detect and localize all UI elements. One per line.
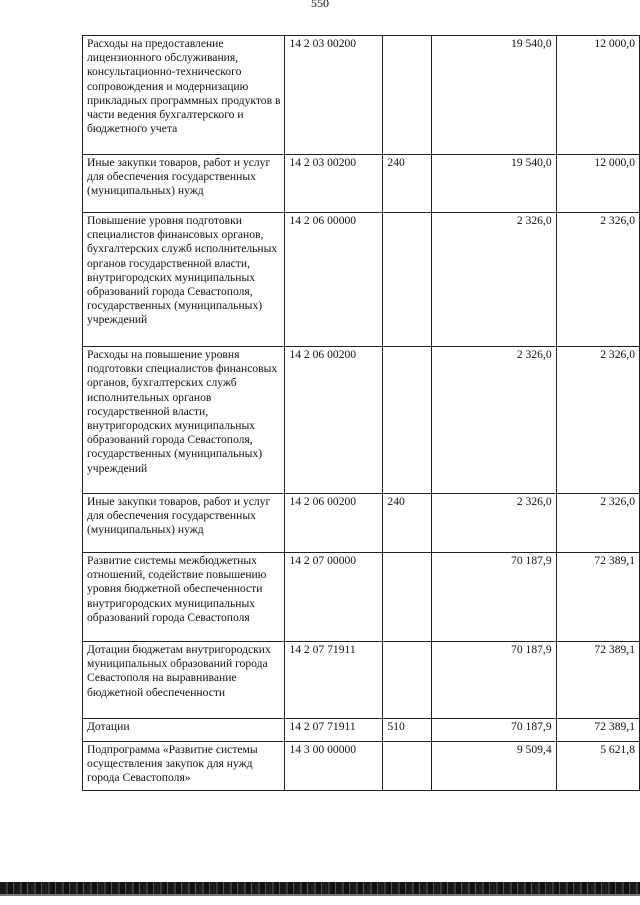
row-name: Расходы на предоставление лицензионного обслуживания, консультационно-технического сопровождения и модернизацию прикладных программных продуктов в части ведения бухгалтерского и бюджетного учета	[83, 36, 285, 155]
table-row	[83, 213, 640, 347]
row-name: Развитие системы межбюджетных отношений, содействие повышению уровня бюджетной обеспеченности внутригородских муниципальных образований города Севастополя	[83, 553, 285, 642]
row-amount-year1: 19 540,0	[431, 155, 556, 213]
row-name: Подпрограмма «Развитие системы осуществления закупок для нужд города Севастополя»	[83, 742, 285, 791]
table-row	[83, 36, 640, 155]
row-amount-year2: 12 000,0	[556, 155, 639, 213]
row-code: 14 2 03 00200	[285, 36, 383, 155]
row-expense-type: 240	[383, 155, 431, 213]
row-name: Иные закупки товаров, работ и услуг для обеспечения государственных (муниципальных) нужд	[83, 494, 285, 553]
row-amount-year1: 2 326,0	[431, 213, 556, 347]
row-code: 14 2 07 00000	[285, 553, 383, 642]
table-row	[83, 553, 640, 642]
row-code: 14 2 06 00200	[285, 494, 383, 553]
table-row	[83, 347, 640, 494]
table-row	[83, 742, 640, 791]
row-code: 14 2 06 00200	[285, 347, 383, 494]
row-amount-year1: 70 187,9	[431, 642, 556, 719]
row-expense-type	[383, 213, 431, 347]
row-name: Повышение уровня подготовки специалистов финансовых органов, бухгалтерских служб исполнительных органов государственной власти, внутригородских муниципальных образований города Севастополя, государственных (муниципальных) учреждений	[83, 213, 285, 347]
row-amount-year1: 2 326,0	[431, 347, 556, 494]
row-code: 14 2 07 71911	[285, 642, 383, 719]
row-amount-year2: 2 326,0	[556, 213, 639, 347]
row-expense-type	[383, 553, 431, 642]
row-code: 14 2 07 71911	[285, 719, 383, 742]
row-name: Дотации бюджетам внутригородских муниципальных образований города Севастополя на выравнивание бюджетной обеспеченности	[83, 642, 285, 719]
row-amount-year2: 5 621,8	[556, 742, 639, 791]
table-row	[83, 642, 640, 719]
row-code: 14 2 06 00000	[285, 213, 383, 347]
page-number: 550	[311, 0, 329, 10]
row-name: Иные закупки товаров, работ и услуг для обеспечения государственных (муниципальных) нужд	[83, 155, 285, 213]
table-row	[83, 719, 640, 742]
row-amount-year2: 72 389,1	[556, 642, 639, 719]
row-expense-type: 240	[383, 494, 431, 553]
row-amount-year2: 72 389,1	[556, 553, 639, 642]
row-expense-type	[383, 742, 431, 791]
table-row	[83, 155, 640, 213]
row-amount-year2: 2 326,0	[556, 347, 639, 494]
row-expense-type	[383, 347, 431, 494]
budget-table	[82, 35, 640, 791]
row-amount-year1: 19 540,0	[431, 36, 556, 155]
row-amount-year1: 70 187,9	[431, 719, 556, 742]
row-amount-year2: 2 326,0	[556, 494, 639, 553]
row-amount-year1: 70 187,9	[431, 553, 556, 642]
scan-edge-line	[0, 894, 640, 896]
row-name: Расходы на повышение уровня подготовки специалистов финансовых органов, бухгалтерских служб исполнительных органов государственной власти, внутригородских муниципальных образований города Севастополя, государственных (муниципальных) учреждений	[83, 347, 285, 494]
row-expense-type	[383, 36, 431, 155]
row-amount-year1: 9 509,4	[431, 742, 556, 791]
table-row	[83, 494, 640, 553]
scan-edge-bar	[0, 882, 640, 894]
row-code: 14 2 03 00200	[285, 155, 383, 213]
row-amount-year1: 2 326,0	[431, 494, 556, 553]
row-amount-year2: 72 389,1	[556, 719, 639, 742]
row-name: Дотации	[83, 719, 285, 742]
row-expense-type	[383, 642, 431, 719]
row-code: 14 3 00 00000	[285, 742, 383, 791]
row-expense-type: 510	[383, 719, 431, 742]
row-amount-year2: 12 000,0	[556, 36, 639, 155]
